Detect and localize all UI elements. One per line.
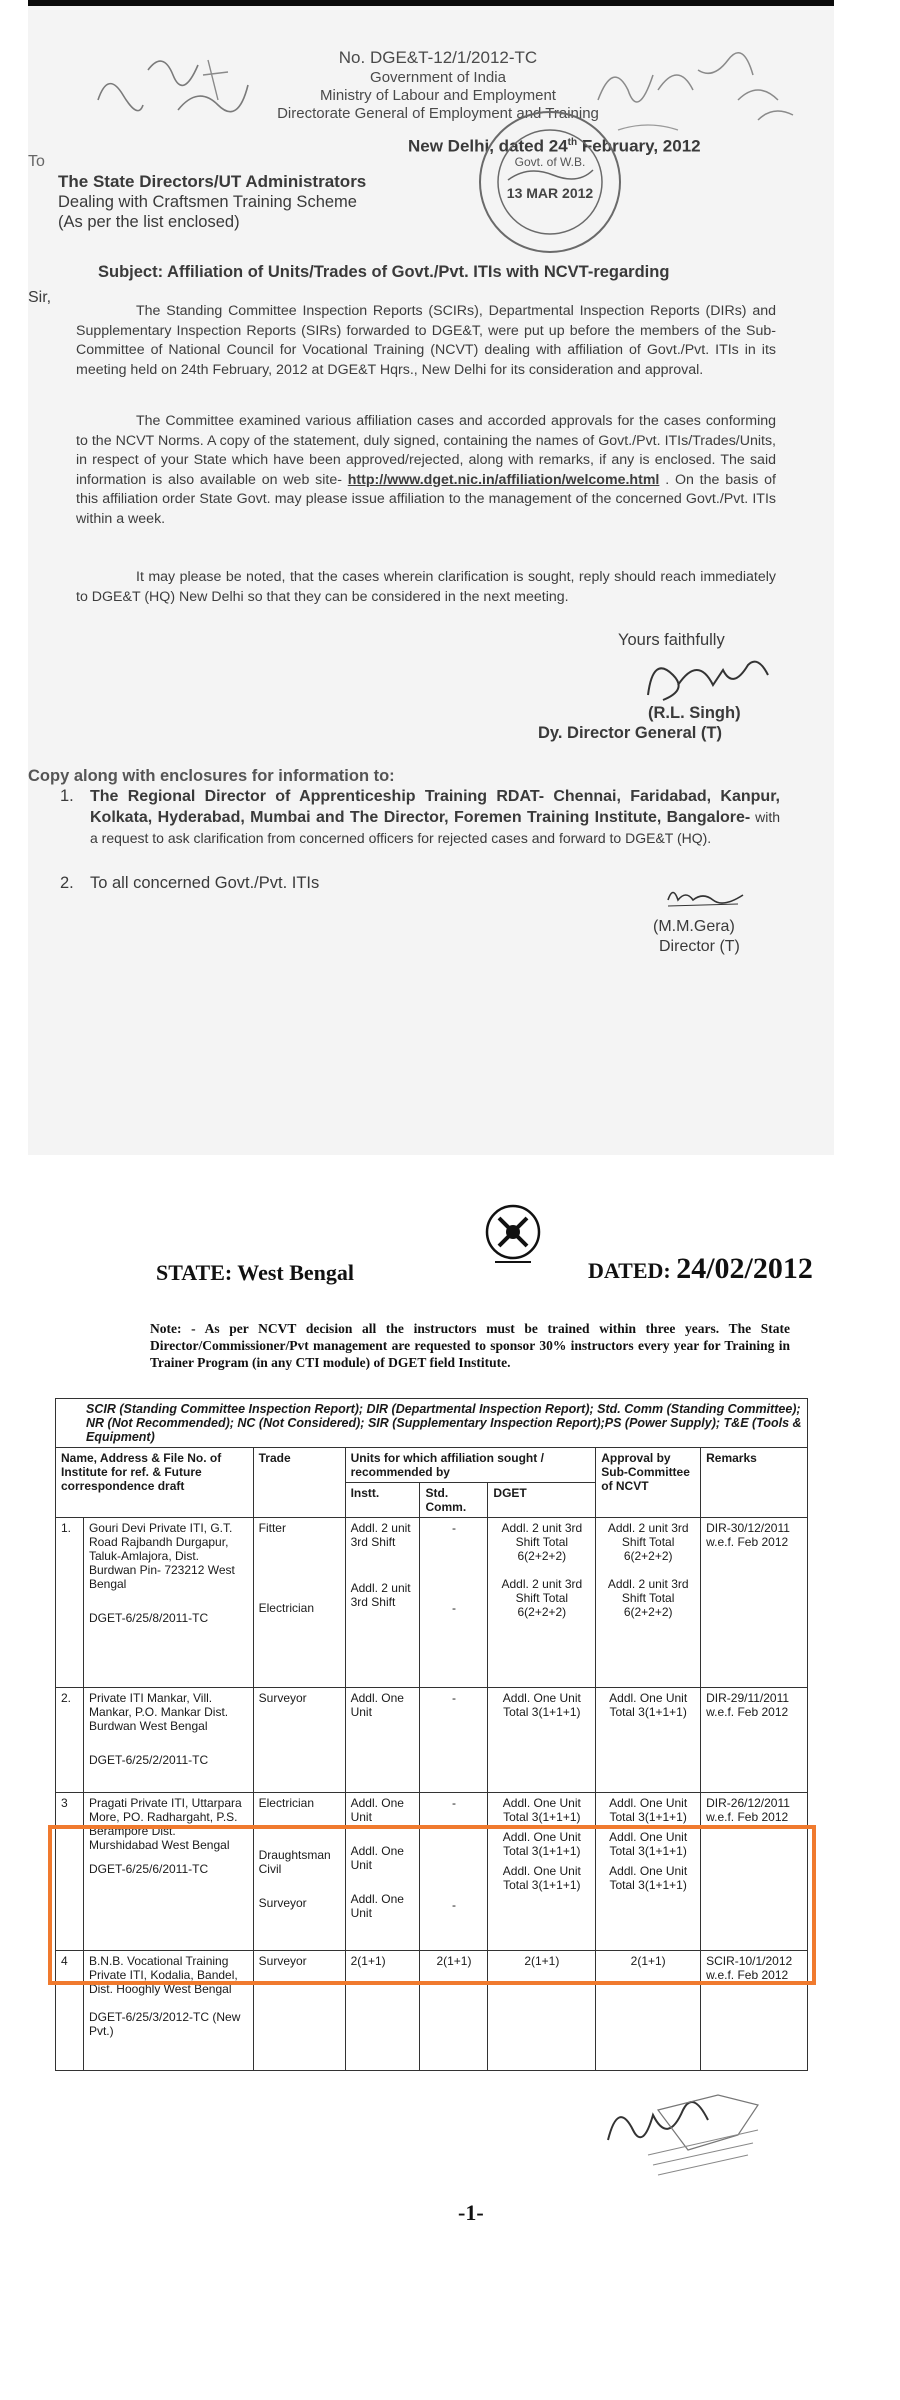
scan-top-border [28,0,834,6]
copy-heading: Copy along with enclosures for information to: [28,767,395,785]
trade-cell: Fitter Electrician [253,1518,345,1688]
approval-cell: Addl. 2 unit 3rd Shift Total 6(2+2+2) Addl. 2 unit 3rd Shift Total 6(2+2+2) [596,1518,701,1688]
row-number: 1. [56,1518,84,1688]
approval-cell: 2(1+1) [596,1951,701,2071]
dget-cell: Addl. One Unit Total 3(1+1+1) [488,1688,596,1793]
signer-2-name: (M.M.Gera) [653,918,735,935]
to-label: To [28,153,45,170]
state-label: STATE: West Bengal [156,1260,355,1285]
table-row [56,1688,808,1793]
signature-rl-singh [638,650,778,710]
committee-signature-stamp [588,2080,788,2190]
ministry-line: Ministry of Labour and Employment [320,87,556,104]
row-3-highlight-box [48,1825,816,1985]
copy-item-2: To all concerned Govt./Pvt. ITIs [90,874,320,892]
table-row [56,1518,808,1688]
header-remarks: Remarks [701,1448,808,1518]
copy-item-1-number: 1. [60,787,74,805]
file-number: No. DGE&T-12/1/2012-TC [338,48,538,67]
paragraph-1: The Standing Committee Inspection Reports (SCIRs), Departmental Inspection Reports (DIRs) and Supplementary Inspection Reports (SIRs) forwarded to DGE&T, were put up before the members of the Sub-Committee of National Council for Vocational Training (NCVT) dealing with affiliation of Govt./Pvt. ITIs in its meeting held on 24th February, 2012 at DGE&T Hqrs., New Delhi for its consideration and approval. [76,303,776,378]
paragraph-2: The Committee examined various affiliation cases and accorded approvals for the cases conforming to the NCVT Norms. A copy of the statement, duly signed, containing the names of Govt./Pvt. ITIs/Trades/Units, in respect of your State which have been approved/rejected, along with remarks, if any is enclosed. The said information is also available on web site- http://www.dget.nic.in/affiliation/welcome.html . On the basis of this affiliation order State Govt. may please issue affiliation to the management of the concerned Govt./Pvt. ITIs within a week. [76,413,776,527]
std-comm-cell: - - [420,1793,488,1951]
abbreviations-legend: SCIR (Standing Committee Inspection Report); DIR (Departmental Inspection Report); Std. Comm (Standing Committee); NR (Not Recommended); NC (Not Considered); SIR (Supplementary Inspection Report);PS (Power Supply); T&E (Tools & Equipment) [56,1399,808,1448]
closing-line: Yours faithfully [618,631,725,649]
institute-address: Gouri Devi Private ITI, G.T. Road Rajbandh Durgapur, Taluk-Amlajora, Dist. Burdwan Pin- 723212 West Bengal [88,1521,235,1591]
institute-address: Pragati Private ITI, Uttarpara More, PO. Radhargaht, P.S. Berampore Dist. Murshidabad West Bengal [88,1796,242,1852]
file-number: DGET-6/25/2/2011-TC [88,1753,209,1767]
statement-page [28,1160,834,2400]
header-name-address: Name, Address & File No. of Institute for ref. & Future correspondence draft [56,1448,254,1518]
trade-cell: Surveyor [253,1688,345,1793]
table-header-row [56,1448,808,1483]
signer-2-title: Director (T) [659,938,740,955]
file-number: DGET-6/25/3/2012-TC (New Pvt.) [88,2010,241,2038]
dget-emblem-icon [481,1200,545,1270]
signer-name: (R.L. Singh) [648,704,741,722]
svg-text:Govt. of W.B.: Govt. of W.B. [514,155,586,169]
std-comm-cell: 2(1+1) [420,1951,488,2071]
remarks-cell: DIR-26/12/2011 w.e.f. Feb 2012 [701,1793,808,1951]
subject-line: Subject: Affiliation of Units/Trades of Govt./Pvt. ITIs with NCVT-regarding [98,263,670,281]
trade-cell: Surveyor [253,1951,345,2071]
government-line: Government of India [370,69,506,86]
header-dget: DGET [488,1483,596,1518]
trade-cell: Electrician Draughtsman Civil Surveyor [253,1793,345,1951]
addressee-line-3: (As per the list enclosed) [58,213,240,231]
instt-cell: Addl. One Unit [345,1688,420,1793]
institute-address: B.N.B. Vocational Training Private ITI, Kodalia, Bandel, Dist. Hooghly West Bengal [88,1954,238,1996]
directorate-line: Directorate General of Employment and Training [277,105,599,122]
page-number: -1- [458,2200,484,2225]
dget-cell: Addl. 2 unit 3rd Shift Total 6(2+2+2) Addl. 2 unit 3rd Shift Total 6(2+2+2) [488,1518,596,1688]
svg-text:13 MAR 2012: 13 MAR 2012 [506,185,594,201]
institute-address: Private ITI Mankar, Vill. Mankar, P.O. Mankar Dist. Burdwan West Bengal [88,1691,229,1733]
approval-cell: Addl. One Unit Total 3(1+1+1) [596,1688,701,1793]
header-std-comm: Std. Comm. [420,1483,488,1518]
affiliation-website-link[interactable]: http://www.dget.nic.in/affiliation/welcome.html [347,471,660,488]
instt-cell: Addl. 2 unit 3rd Shift Addl. 2 unit 3rd Shift [345,1518,420,1688]
remarks-cell: DIR-30/12/2011 w.e.f. Feb 2012 [701,1518,808,1688]
copy-item-1: The Regional Director of Apprenticeship Training RDAT- Chennai, Faridabad, Kanpur, Kolkata, Hyderabad, Mumbai and The Director, Foremen Training Institute, Bangalore- with a request to ask clarification from concerned officers for rejected cases and forward to DGE&T (HQ). [90,788,780,846]
header-units: Units for which affiliation sought / recommended by [345,1448,596,1483]
approval-cell: Addl. One Unit Total 3(1+1+1) Addl. One Unit Total 3(1+1+1) Addl. One Unit Total 3(1+1+1) [596,1793,701,1951]
header-approval: Approval by Sub-Committee of NCVT [596,1448,701,1518]
dated-label: DATED: 24/02/2012 [588,1252,813,1285]
header-instt: Instt. [345,1483,420,1518]
signer-title: Dy. Director General (T) [538,724,722,742]
institute-cell [83,1518,253,1688]
header-trade: Trade [253,1448,345,1518]
paragraph-3: It may please be noted, that the cases wherein clarification is sought, reply should reach immediately to DGE&T (HQ) New Delhi so that they can be considered in the next meeting. [76,569,776,605]
file-number: DGET-6/25/6/2011-TC [88,1862,209,1876]
dget-cell: Addl. One Unit Total 3(1+1+1) Addl. One Unit Total 3(1+1+1) Addl. One Unit Total 3(1+1+1) [488,1793,596,1951]
copy-item-2-number: 2. [60,874,74,892]
remarks-cell: SCIR-10/1/2012 w.e.f. Feb 2012 [701,1951,808,2071]
salutation: Sir, [28,289,52,306]
letter-date: New Delhi, dated 24th February, 2012 [408,136,701,156]
row-number: 2. [56,1688,84,1793]
abbreviations-row [56,1399,808,1448]
instt-cell: 2(1+1) [345,1951,420,2071]
file-number: DGET-6/25/8/2011-TC [88,1611,209,1625]
addressee-line-1: The State Directors/UT Administrators [58,172,367,191]
instt-cell: Addl. One Unit Addl. One Unit Addl. One Unit [345,1793,420,1951]
std-comm-cell: - - [420,1518,488,1688]
remarks-cell: DIR-29/11/2011 w.e.f. Feb 2012 [701,1688,808,1793]
receipt-stamp [468,100,633,265]
std-comm-cell: - [420,1688,488,1793]
row-number: 3 [56,1793,84,1951]
addressee-line-2: Dealing with Craftsmen Training Scheme [58,193,357,211]
instructor-training-note: Note: - As per NCVT decision all the instructors must be trained within three years. The State Director/Commissioner/Pvt management are requested to sponsor 30% instructors every year for Training in Trainer Program (in any CTI module) of DGET field Institute. [150,1321,790,1370]
handwritten-note-left [88,40,258,130]
row-number: 4 [56,1951,84,2071]
dget-cell: 2(1+1) [488,1951,596,2071]
signature-mm-gera [663,880,753,910]
institute-cell [83,1688,253,1793]
letter-page [28,0,834,1155]
